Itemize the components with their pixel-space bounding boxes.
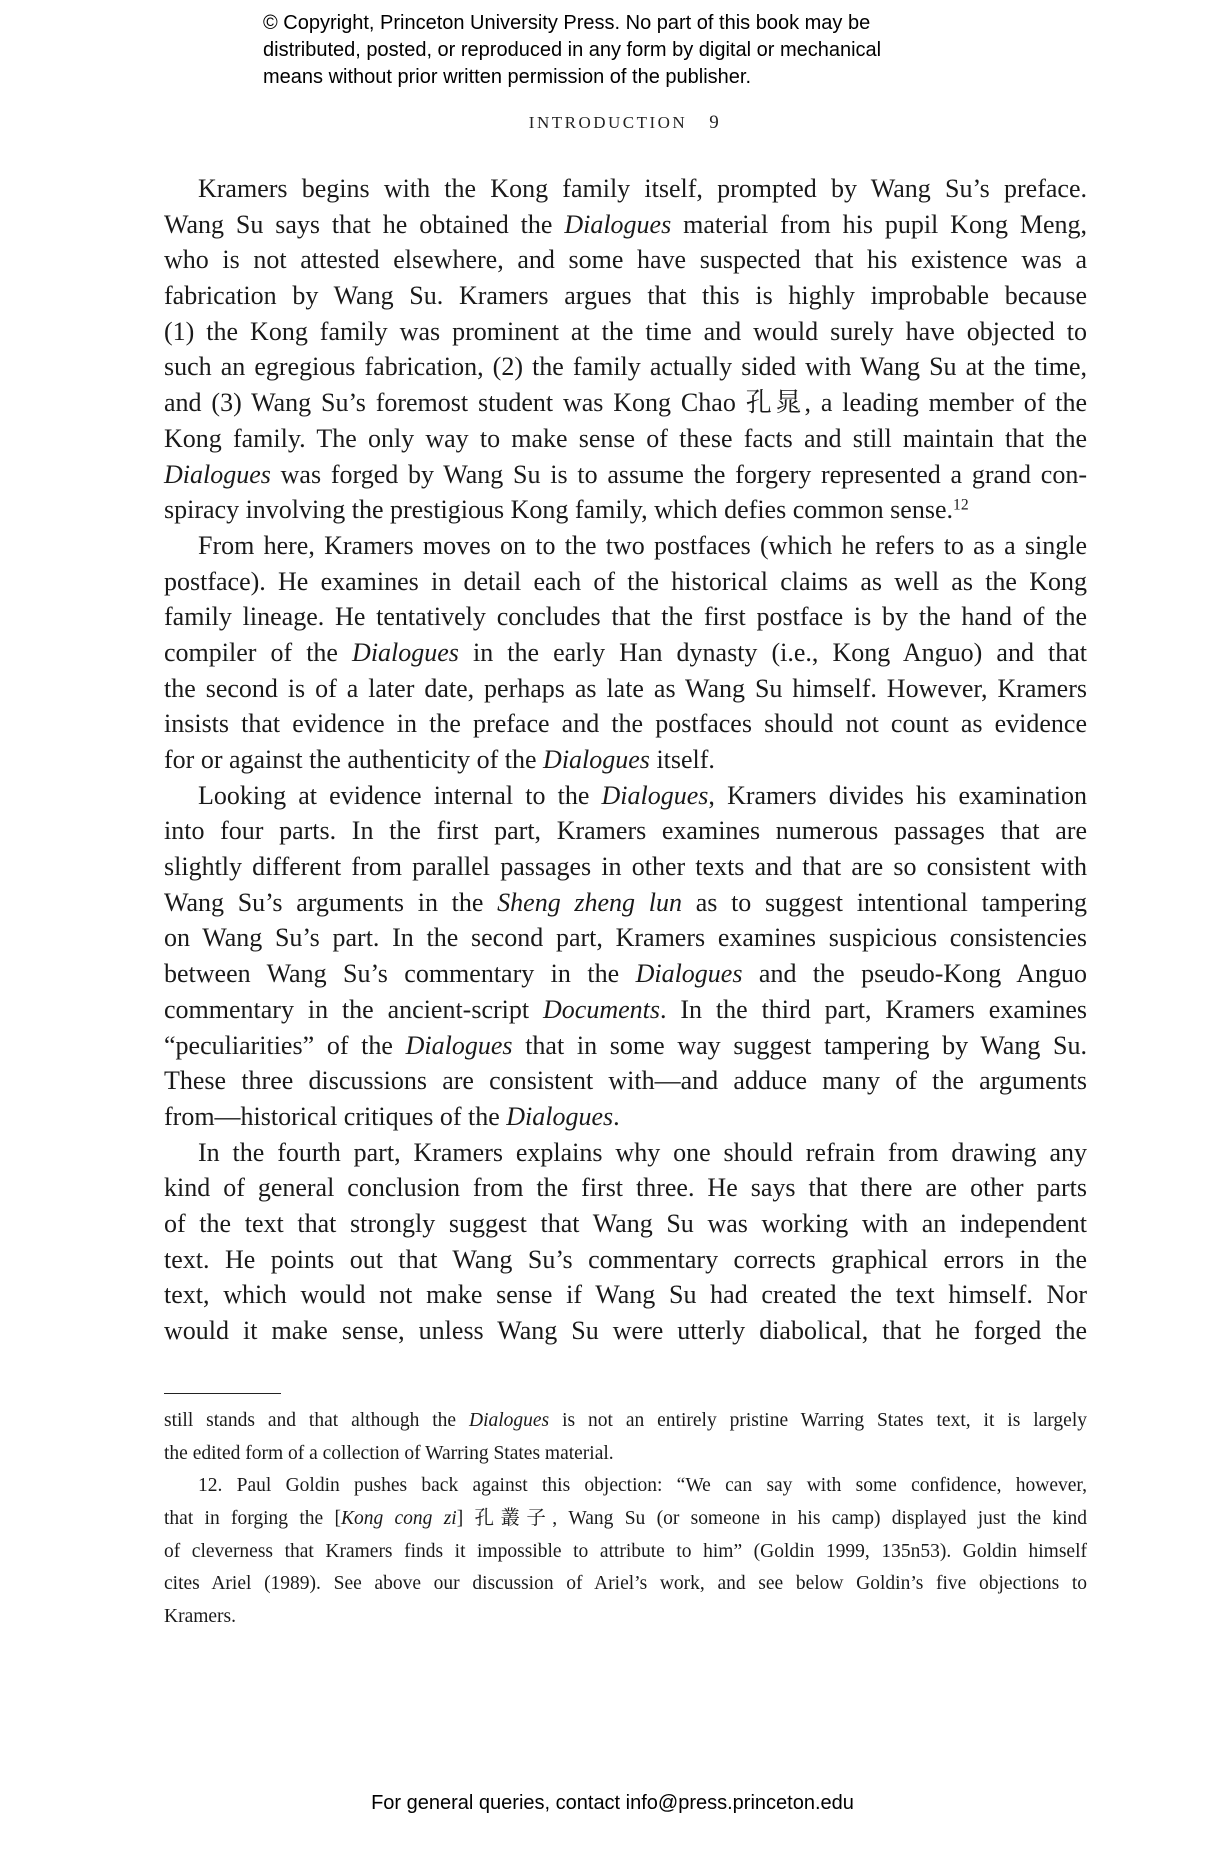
footnote <box>164 1470 1087 1633</box>
text-run: commentary in the ancient-script <box>164 994 543 1024</box>
text-line <box>164 992 1087 1028</box>
text-run: for or against the authenticity of the <box>164 745 544 774</box>
text-line <box>164 171 1087 207</box>
text-run: These three discussions are consistent with—and adduce many of the arguments <box>164 1066 1087 1096</box>
footnote-divider <box>164 1393 281 1394</box>
text-run: that in forging the [ <box>164 1508 341 1530</box>
text-run: text. He points out that Wang Su’s commentary corrects graphical errors in the <box>164 1244 1087 1274</box>
running-head-title: INTRODUCTION <box>528 113 688 132</box>
text-line <box>164 421 1087 457</box>
text-run: Wang Su’s arguments in the <box>164 887 498 917</box>
text-line <box>164 706 1087 742</box>
text-run: insists that evidence in the preface and the postfaces should not count as evidence <box>164 709 1087 739</box>
page-number: 9 <box>709 112 722 133</box>
text-line <box>164 207 1087 243</box>
text-line <box>164 1601 1087 1634</box>
text-line <box>164 1206 1087 1242</box>
italic-title: Dialogues <box>506 1101 614 1131</box>
copyright-line: distributed, posted, or reproduced in any form by digital or mechanical <box>263 39 882 61</box>
text-run: Looking at evidence internal to the <box>198 780 602 810</box>
copyright-line: © Copyright, Princeton University Press. No part of this book may be <box>263 12 871 34</box>
text-run: in the early Han dynasty (i.e., Kong Anguo) and that <box>458 637 1087 667</box>
text-run: the edited form of a collection of Warring States material. <box>164 1442 614 1464</box>
text-run: Kong family. The only way to make sense of these facts and still maintain that the <box>164 423 1087 453</box>
text-run: . In the third part, Kramers examines <box>659 994 1087 1024</box>
text-line <box>164 278 1087 314</box>
italic-title: Dialogues <box>352 637 459 667</box>
text-line <box>164 920 1087 956</box>
text-run: (1) the Kong family was prominent at the time and would surely have objected to <box>164 316 1087 346</box>
text-run: In the fourth part, Kramers explains why one should refrain from drawing any <box>198 1137 1087 1167</box>
text-run: of cleverness that Kramers finds it impossible to attribute to him” (Goldin 1999, 135n53). Goldin himself <box>164 1540 1087 1562</box>
text-run: of the text that strongly suggest that Wang Su was working with an independent <box>164 1208 1087 1238</box>
text-run: “peculiarities” of the <box>164 1030 406 1060</box>
text-run: Wang Su says that he obtained the <box>164 209 565 239</box>
text-run: spiracy involving the prestigious Kong family, which defies common sense. <box>164 495 954 525</box>
text-line <box>164 349 1087 385</box>
text-line <box>164 778 1087 814</box>
footnote-reference: 12 <box>953 496 969 514</box>
text-line <box>164 813 1087 849</box>
paragraph <box>164 1135 1087 1349</box>
text-run: and the pseudo-Kong Anguo <box>742 959 1087 989</box>
text-line <box>164 1438 1087 1471</box>
text-run: kind of general conclusion from the first three. He says that there are other parts <box>164 1173 1087 1203</box>
text-line <box>164 1277 1087 1313</box>
text-line <box>164 1170 1087 1206</box>
italic-title: Dialogues <box>468 1410 550 1431</box>
text-run: postface). He examines in detail each of the historical claims as well as the Kong <box>164 566 1087 596</box>
text-run: the second is of a later date, perhaps as late as Wang Su himself. However, Kramers <box>164 673 1087 703</box>
paragraph <box>164 778 1087 1135</box>
italic-title: Dialogues <box>164 459 271 489</box>
text-run: Kramers begins with the Kong family itself, prompted by Wang Su’s preface. <box>198 174 1087 203</box>
text-run: fabrication by Wang Su. Kramers argues that this is highly improbable because <box>164 281 1087 311</box>
body-text <box>164 171 1087 1349</box>
text-line <box>164 314 1087 350</box>
text-run: and (3) Wang Su’s foremost student was Kong Chao 孔晁, a leading member of the <box>164 388 1087 418</box>
italic-title: Dialogues <box>564 209 672 239</box>
text-line <box>164 885 1087 921</box>
text-line <box>164 528 1087 564</box>
text-run: itself. <box>649 745 715 774</box>
footnotes <box>164 1405 1087 1634</box>
text-line <box>164 1028 1087 1064</box>
italic-title: Dialogues <box>405 1030 513 1060</box>
text-run: cites Ariel (1989). See above our discussion of Ariel’s work, and see below Goldin’s five objections to <box>164 1573 1087 1595</box>
text-line <box>164 1063 1087 1099</box>
text-run: , Kramers divides his examination <box>708 780 1087 810</box>
text-run: would it make sense, unless Wang Su were utterly diabolical, that he forged the <box>164 1316 1087 1345</box>
text-line <box>164 849 1087 885</box>
text-run: ] 孔叢子, Wang Su (or someone in his camp) displayed just the kind <box>456 1508 1088 1530</box>
text-line <box>164 1242 1087 1278</box>
text-run: From here, Kramers moves on to the two postfaces (which he refers to as a single <box>198 530 1087 560</box>
text-run: 12. Paul Goldin pushes back against this objection: “We can say with some confidence, however, <box>198 1475 1087 1497</box>
text-line <box>164 242 1087 278</box>
text-run: still stands and that although the <box>164 1410 469 1431</box>
italic-title: Documents <box>543 994 660 1024</box>
text-run: was forged by Wang Su is to assume the forgery represented a grand con- <box>270 459 1087 489</box>
italic-title: Dialogues <box>635 959 743 989</box>
text-run: who is not attested elsewhere, and some have suspected that his existence was a <box>164 245 1087 275</box>
footer-contact: For general queries, contact info@press.princeton.edu <box>371 1792 854 1814</box>
text-line <box>164 742 1087 778</box>
copyright-line: means without prior written permission of the publisher. <box>263 66 752 88</box>
footnote <box>164 1405 1087 1470</box>
text-run: such an egregious fabrication, (2) the family actually sided with Wang Su at the time, <box>164 352 1087 382</box>
text-run: . <box>613 1101 620 1131</box>
text-run: into four parts. In the first part, Kramers examines numerous passages that are <box>164 816 1087 846</box>
text-line <box>164 385 1087 421</box>
text-run: material from his pupil Kong Meng, <box>671 209 1087 239</box>
text-line <box>164 1470 1087 1503</box>
text-line <box>164 956 1087 992</box>
text-run: compiler of the <box>164 637 353 667</box>
text-line <box>164 1536 1087 1569</box>
text-line <box>164 564 1087 600</box>
running-head <box>0 112 1225 134</box>
paragraph <box>164 528 1087 778</box>
text-run: on Wang Su’s part. In the second part, Kramers examines suspicious consistencies <box>164 923 1087 953</box>
text-run: between Wang Su’s commentary in the <box>164 959 636 989</box>
italic-title: Sheng zheng lun <box>497 887 682 917</box>
italic-title: Dialogues <box>543 745 650 774</box>
paragraph <box>164 171 1087 528</box>
text-line <box>164 635 1087 671</box>
text-line <box>164 1099 1087 1135</box>
text-run: text, which would not make sense if Wang Su had created the text himself. Nor <box>164 1280 1087 1310</box>
italic-title: Kong cong zi <box>340 1508 457 1530</box>
text-line <box>164 1405 1087 1438</box>
text-line <box>164 1568 1087 1601</box>
text-run: Kramers. <box>164 1606 237 1628</box>
copyright-notice <box>263 10 881 91</box>
text-line <box>164 1503 1087 1536</box>
text-line <box>164 1313 1087 1349</box>
text-run: as to suggest intentional tampering <box>682 887 1088 917</box>
text-run: that in some way suggest tampering by Wang Su. <box>512 1030 1087 1060</box>
text-line <box>164 599 1087 635</box>
text-line <box>164 457 1087 493</box>
text-run: is not an entirely pristine Warring States text, it is largely <box>549 1410 1087 1431</box>
text-line <box>164 1135 1087 1171</box>
text-run: from—historical critiques of the <box>164 1101 507 1131</box>
text-run: family lineage. He tentatively concludes that the first postface is by the hand of the <box>164 602 1087 632</box>
italic-title: Dialogues <box>601 780 709 810</box>
text-run: slightly different from parallel passages in other texts and that are so consistent with <box>164 852 1087 882</box>
text-line <box>164 492 1087 528</box>
text-line <box>164 671 1087 707</box>
